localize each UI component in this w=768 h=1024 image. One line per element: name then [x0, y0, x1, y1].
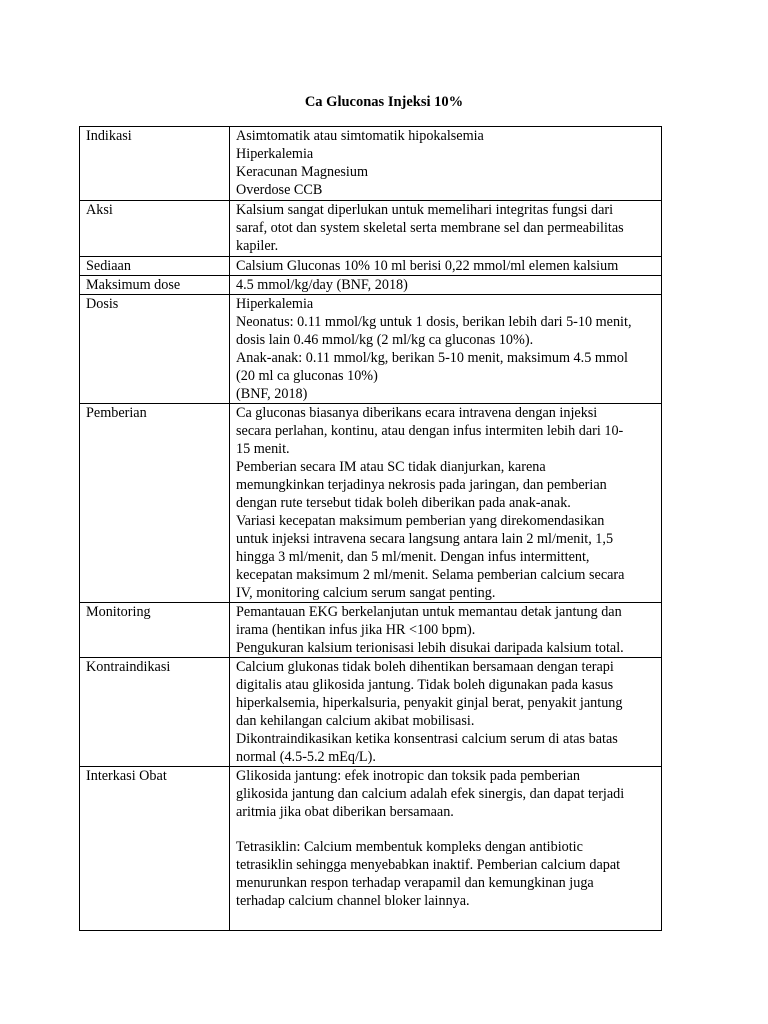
content-line: Glikosida jantung: efek inotropic dan toksik pada pemberian — [236, 768, 580, 784]
content-line: 15 menit. — [236, 441, 290, 457]
content-line: aritmia jika obat diberikan bersamaan. — [236, 804, 454, 820]
table-row-interkasi-obat — [80, 767, 662, 931]
row-content-dosis — [230, 295, 662, 404]
row-label-monitoring: Monitoring — [80, 603, 230, 658]
content-line: Calcium glukonas tidak boleh dihentikan bersamaan dengan terapi — [236, 659, 614, 675]
row-content-pemberian — [230, 404, 662, 603]
content-line: Calsium Gluconas 10% 10 ml berisi 0,22 mmol/ml elemen kalsium — [236, 258, 619, 274]
content-line: Keracunan Magnesium — [236, 164, 368, 180]
content-line: Pemantauan EKG berkelanjutan untuk memantau detak jantung dan — [236, 604, 622, 620]
table-row-monitoring — [80, 603, 662, 658]
content-line: untuk injeksi intravena secara langsung antara lain 2 ml/menit, 1,5 — [236, 531, 614, 547]
row-content-maksimum-dose — [230, 276, 662, 295]
row-label-kontraindikasi: Kontraindikasi — [80, 658, 230, 767]
content-line: Anak-anak: 0.11 mmol/kg, berikan 5-10 menit, maksimum 4.5 mmol — [236, 350, 628, 366]
table-row-dosis — [80, 295, 662, 404]
row-label-interkasi-obat: Interkasi Obat — [80, 767, 230, 931]
content-line: glikosida jantung dan calcium adalah efek sinergis, dan dapat terjadi — [236, 786, 625, 802]
content-line: Kalsium sangat diperlukan untuk memelihari integritas fungsi dari — [236, 202, 614, 218]
content-line: normal (4.5-5.2 mEq/L). — [236, 749, 376, 765]
table-row-aksi — [80, 201, 662, 257]
content-line: memungkinkan terjadinya nekrosis pada jaringan, dan pemberian — [236, 477, 607, 493]
content-line: dengan rute tersebut tidak boleh diberikan pada anak-anak. — [236, 495, 571, 511]
table-row-sediaan — [80, 257, 662, 276]
content-line: saraf, otot dan system skeletal serta membrane sel dan permeabilitas — [236, 220, 624, 236]
content-line: dosis lain 0.46 mmol/kg (2 ml/kg ca gluconas 10%). — [236, 332, 534, 348]
row-label-maksimum-dose: Maksimum dose — [80, 276, 230, 295]
content-line: (20 ml ca gluconas 10%) — [236, 368, 378, 384]
table-row-indikasi — [80, 127, 662, 201]
table-row-maksimum-dose — [80, 276, 662, 295]
document-title: Ca Gluconas Injeksi 10% — [304, 94, 464, 110]
content-line: kecepatan maksimum 2 ml/menit. Selama pemberian calcium secara — [236, 567, 625, 583]
content-line: secara perlahan, kontinu, atau dengan infus intermiten lebih dari 10- — [236, 423, 624, 439]
content-line: Hiperkalemia — [236, 296, 314, 312]
row-content-indikasi — [230, 127, 662, 201]
content-line: (BNF, 2018) — [236, 386, 308, 402]
content-line: IV, monitoring calcium serum sangat penting. — [236, 585, 496, 601]
content-line: Overdose CCB — [236, 182, 323, 198]
content-line: Asimtomatik atau simtomatik hipokalsemia — [236, 128, 484, 144]
content-line: digitalis atau glikosida jantung. Tidak boleh digunakan pada kasus — [236, 677, 614, 693]
content-line: terhadap calcium channel bloker lainnya. — [236, 893, 470, 909]
row-label-dosis: Dosis — [80, 295, 230, 404]
content-line: Pengukuran kalsium terionisasi lebih disukai daripada kalsium total. — [236, 640, 624, 656]
paragraph-gap — [236, 821, 657, 838]
row-content-aksi — [230, 201, 662, 257]
content-line: Neonatus: 0.11 mmol/kg untuk 1 dosis, berikan lebih dari 5-10 menit, — [236, 314, 632, 330]
table-row-kontraindikasi — [80, 658, 662, 767]
row-label-pemberian: Pemberian — [80, 404, 230, 603]
content-line: 4.5 mmol/kg/day (BNF, 2018) — [236, 277, 408, 293]
row-label-sediaan: Sediaan — [80, 257, 230, 276]
content-line: Variasi kecepatan maksimum pemberian yang direkomendasikan — [236, 513, 605, 529]
content-line: tetrasiklin sehingga menyebabkan inaktif. Pemberian calcium dapat — [236, 857, 621, 873]
row-content-sediaan — [230, 257, 662, 276]
content-line: kapiler. — [236, 238, 279, 254]
row-content-monitoring — [230, 603, 662, 658]
content-line: hingga 3 ml/menit, dan 5 ml/menit. Dengan infus intermittent, — [236, 549, 590, 565]
content-line: Tetrasiklin: Calcium membentuk kompleks dengan antibiotic — [236, 839, 583, 855]
content-line: Pemberian secara IM atau SC tidak dianjurkan, karena — [236, 459, 546, 475]
content-line: hiperkalsemia, hiperkalsuria, penyakit ginjal berat, penyakit jantung — [236, 695, 623, 711]
content-line: menurunkan respon terhadap verapamil dan kemungkinan juga — [236, 875, 594, 891]
drug-info-table — [79, 126, 662, 931]
content-line: Hiperkalemia — [236, 146, 314, 162]
table-row-pemberian — [80, 404, 662, 603]
row-content-kontraindikasi — [230, 658, 662, 767]
row-label-aksi: Aksi — [80, 201, 230, 257]
row-label-indikasi: Indikasi — [80, 127, 230, 201]
content-line: irama (hentikan infus jika HR <100 bpm). — [236, 622, 476, 638]
content-line: dan kehilangan calcium akibat mobilisasi. — [236, 713, 475, 729]
row-content-interkasi-obat — [230, 767, 662, 931]
content-line: Ca gluconas biasanya diberikans ecara intravena dengan injeksi — [236, 405, 598, 421]
content-line: Dikontraindikasikan ketika konsentrasi calcium serum di atas batas — [236, 731, 618, 747]
